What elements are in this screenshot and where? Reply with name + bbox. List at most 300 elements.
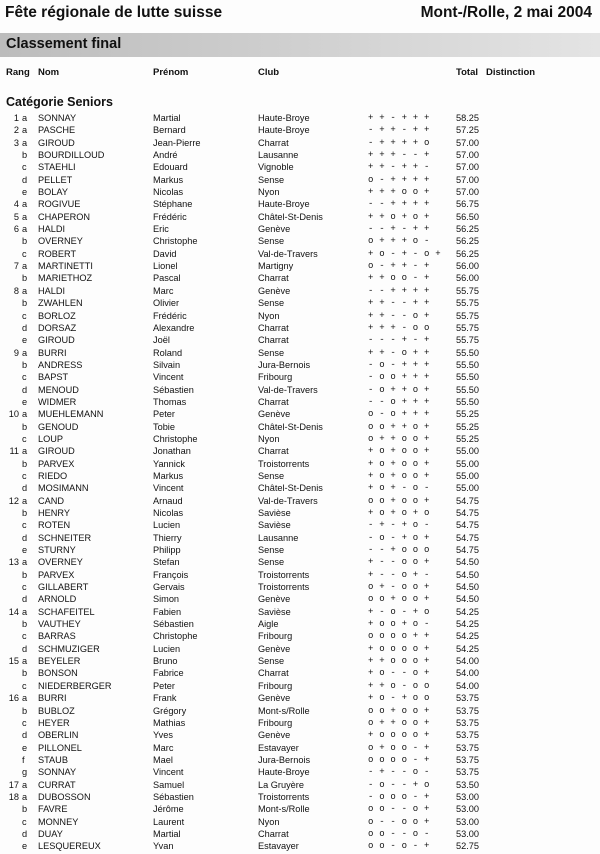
- nom-cell: ROBERT: [38, 248, 77, 259]
- marks-cell: + + + o o +: [368, 187, 430, 198]
- total-cell: 53.75: [456, 742, 479, 753]
- nom-cell: MONNEY: [38, 816, 79, 827]
- club-cell: Charrat: [258, 446, 289, 457]
- club-cell: Jura-Bernois: [258, 754, 311, 765]
- club-cell: Troistorrents: [258, 569, 310, 580]
- table-row: [0, 371, 600, 383]
- prenom-cell: Nicolas: [153, 187, 184, 198]
- letter-cell: c: [22, 248, 27, 259]
- total-cell: 54.25: [456, 606, 479, 617]
- total-cell: 55.50: [456, 396, 479, 407]
- table-row: [0, 297, 600, 309]
- table-row: [0, 717, 600, 729]
- club-cell: Nyon: [258, 187, 280, 198]
- letter-cell: b: [22, 150, 28, 161]
- total-cell: 53.75: [456, 693, 479, 704]
- marks-cell: o o - - o +: [368, 804, 430, 815]
- club-cell: Sense: [258, 557, 285, 568]
- nom-cell: PELLET: [38, 174, 73, 185]
- marks-cell: - + - - o -: [368, 767, 430, 778]
- club-cell: Charrat: [258, 137, 289, 148]
- letter-cell: b: [22, 569, 28, 580]
- letter-cell: a: [22, 557, 28, 568]
- nom-cell: BAPST: [38, 372, 69, 383]
- marks-cell: - + + - + +: [368, 125, 430, 136]
- club-cell: Val-de-Travers: [258, 495, 318, 506]
- prenom-cell: Bernard: [153, 125, 186, 136]
- marks-cell: - - + o o o: [368, 545, 430, 556]
- club-cell: Charrat: [258, 396, 289, 407]
- club-cell: Sense: [258, 470, 285, 481]
- prenom-cell: Christophe: [153, 433, 198, 444]
- prenom-cell: Yannick: [153, 458, 186, 469]
- nom-cell: HEYER: [38, 717, 70, 728]
- prenom-cell: Christophe: [153, 631, 198, 642]
- table-row: [0, 840, 600, 852]
- marks-cell: + - o - + o: [368, 606, 430, 617]
- marks-cell: o o + + o +: [368, 421, 430, 432]
- club-cell: Mont-s/Rolle: [258, 705, 310, 716]
- letter-cell: e: [22, 545, 28, 556]
- total-cell: 54.00: [456, 668, 479, 679]
- club-cell: Troistorrents: [258, 458, 310, 469]
- club-cell: Charrat: [258, 668, 289, 679]
- letter-cell: b: [22, 421, 28, 432]
- marks-cell: o + + + o -: [368, 236, 430, 247]
- nom-cell: FAVRE: [38, 804, 68, 815]
- prenom-cell: Philipp: [153, 545, 181, 556]
- total-cell: 55.75: [456, 310, 479, 321]
- total-cell: 53.00: [456, 816, 479, 827]
- club-cell: La Gruyère: [258, 779, 304, 790]
- nom-cell: STURNY: [38, 545, 76, 556]
- marks-cell: + + + - - +: [368, 150, 430, 161]
- letter-cell: c: [22, 470, 27, 481]
- prenom-cell: François: [153, 569, 189, 580]
- letter-cell: b: [22, 359, 28, 370]
- total-cell: 53.75: [456, 705, 479, 716]
- table-row: [0, 310, 600, 322]
- letter-cell: d: [22, 828, 28, 839]
- club-cell: Troistorrents: [258, 791, 310, 802]
- nom-cell: LESQUEREUX: [38, 841, 101, 852]
- marks-cell: o + - o o +: [368, 582, 430, 593]
- table-row: [0, 667, 600, 679]
- prenom-cell: Gervais: [153, 582, 185, 593]
- nom-cell: STAEHLI: [38, 162, 76, 173]
- total-cell: 55.75: [456, 285, 479, 296]
- letter-cell: a: [22, 656, 28, 667]
- letter-cell: a: [22, 779, 28, 790]
- letter-cell: a: [22, 285, 28, 296]
- club-cell: Sense: [258, 347, 285, 358]
- rank-cell: 14: [8, 606, 19, 617]
- letter-cell: a: [22, 606, 28, 617]
- table-row: [0, 630, 600, 642]
- total-cell: 56.25: [456, 248, 479, 259]
- prenom-cell: Silvain: [153, 359, 181, 370]
- prenom-cell: Olivier: [153, 298, 180, 309]
- total-cell: 54.75: [456, 532, 479, 543]
- total-cell: 55.00: [456, 458, 479, 469]
- total-cell: 57.00: [456, 162, 479, 173]
- table-row: [0, 260, 600, 272]
- total-cell: 55.25: [456, 409, 479, 420]
- total-cell: 54.50: [456, 594, 479, 605]
- club-cell: Genève: [258, 285, 291, 296]
- total-cell: 56.00: [456, 273, 479, 284]
- total-cell: 58.25: [456, 113, 479, 123]
- letter-cell: d: [22, 384, 28, 395]
- marks-cell: o o - o - +: [368, 841, 430, 852]
- marks-cell: - o o o - +: [368, 791, 430, 802]
- prenom-cell: Frédéric: [153, 211, 187, 222]
- nom-cell: BONSON: [38, 668, 78, 679]
- col-club: Club: [258, 67, 280, 78]
- total-cell: 55.00: [456, 470, 479, 481]
- nom-cell: ANDRESS: [38, 359, 83, 370]
- table-row: [0, 495, 600, 507]
- letter-cell: c: [22, 680, 27, 691]
- results-table: [0, 112, 600, 853]
- table-row: [0, 532, 600, 544]
- club-cell: Val-de-Travers: [258, 248, 318, 259]
- marks-cell: - - + + + +: [368, 199, 430, 210]
- letter-cell: d: [22, 532, 28, 543]
- total-cell: 55.25: [456, 421, 479, 432]
- club-cell: Nyon: [258, 816, 280, 827]
- prenom-cell: André: [153, 150, 178, 161]
- nom-cell: VAUTHEY: [38, 619, 81, 630]
- nom-cell: PASCHE: [38, 125, 76, 136]
- prenom-cell: Joël: [153, 335, 170, 346]
- prenom-cell: Alexandre: [153, 322, 195, 333]
- table-row: [0, 655, 600, 667]
- total-cell: 57.00: [456, 174, 479, 185]
- nom-cell: ROTEN: [38, 520, 71, 531]
- nom-cell: CHAPERON: [38, 211, 91, 222]
- total-cell: 57.00: [456, 150, 479, 161]
- nom-cell: ROGIVUE: [38, 199, 81, 210]
- nom-cell: CAND: [38, 495, 65, 506]
- table-row: [0, 124, 600, 136]
- letter-cell: d: [22, 643, 28, 654]
- club-cell: Fribourg: [258, 631, 293, 642]
- table-row: [0, 828, 600, 840]
- table-row: [0, 211, 600, 223]
- letter-cell: b: [22, 619, 28, 630]
- prenom-cell: Sébastien: [153, 384, 194, 395]
- total-cell: 53.75: [456, 730, 479, 741]
- letter-cell: a: [22, 495, 28, 506]
- total-cell: 55.50: [456, 384, 479, 395]
- marks-cell: - o - + + +: [368, 359, 430, 370]
- letter-cell: b: [22, 804, 28, 815]
- prenom-cell: Lucien: [153, 520, 181, 531]
- letter-cell: a: [22, 791, 28, 802]
- marks-cell: - - + + + +: [368, 285, 430, 296]
- club-cell: Estavayer: [258, 742, 299, 753]
- marks-cell: o + o o - +: [368, 742, 430, 753]
- nom-cell: MARTINETTI: [38, 261, 93, 272]
- prenom-cell: Fabien: [153, 606, 182, 617]
- table-row: [0, 803, 600, 815]
- club-cell: Haute-Broye: [258, 767, 310, 778]
- rank-cell: 6: [13, 224, 19, 235]
- total-cell: 56.25: [456, 236, 479, 247]
- letter-cell: a: [22, 409, 28, 420]
- table-row: [0, 359, 600, 371]
- prenom-cell: Mael: [153, 754, 173, 765]
- table-row: [0, 396, 600, 408]
- total-cell: 54.50: [456, 582, 479, 593]
- prenom-cell: Yvan: [153, 841, 174, 852]
- prenom-cell: Marc: [153, 285, 174, 296]
- nom-cell: GIROUD: [38, 335, 75, 346]
- table-row: [0, 779, 600, 791]
- nom-cell: SONNAY: [38, 113, 77, 123]
- marks-cell: + o + o + o: [368, 508, 430, 518]
- marks-cell: + + - - + +: [368, 298, 430, 309]
- marks-cell: o - + + + +: [368, 174, 430, 185]
- total-cell: 54.75: [456, 508, 479, 518]
- club-cell: Genève: [258, 409, 291, 420]
- club-cell: Aigle: [258, 619, 279, 630]
- table-row: [0, 556, 600, 568]
- nom-cell: CURRAT: [38, 779, 76, 790]
- total-cell: 56.25: [456, 224, 479, 235]
- total-cell: 54.75: [456, 545, 479, 556]
- section-title: Classement final: [6, 36, 122, 52]
- rank-cell: 16: [8, 693, 19, 704]
- rank-cell: 9: [13, 347, 19, 358]
- prenom-cell: Arnaud: [153, 495, 183, 506]
- table-row: [0, 458, 600, 470]
- table-row: [0, 137, 600, 149]
- nom-cell: BOLAY: [38, 187, 68, 198]
- prenom-cell: Yves: [153, 730, 173, 741]
- table-row: [0, 322, 600, 334]
- club-cell: Fribourg: [258, 372, 293, 383]
- rank-cell: 5: [13, 211, 19, 222]
- club-cell: Charrat: [258, 335, 289, 346]
- club-cell: Charrat: [258, 273, 289, 284]
- table-row: [0, 766, 600, 778]
- prenom-cell: Mathias: [153, 717, 186, 728]
- prenom-cell: David: [153, 248, 177, 259]
- prenom-cell: Vincent: [153, 372, 184, 383]
- letter-cell: g: [22, 767, 28, 778]
- club-cell: Genève: [258, 693, 291, 704]
- marks-cell: - + - + o -: [368, 520, 430, 531]
- col-nom: Nom: [38, 67, 60, 78]
- nom-cell: MARIETHOZ: [38, 273, 93, 284]
- nom-cell: ZWAHLEN: [38, 298, 83, 309]
- prenom-cell: Martial: [153, 828, 181, 839]
- prenom-cell: Frank: [153, 693, 177, 704]
- table-row: [0, 186, 600, 198]
- club-cell: Haute-Broye: [258, 125, 310, 136]
- col-prenom: Prénom: [153, 67, 189, 78]
- nom-cell: BURRI: [38, 347, 67, 358]
- club-cell: Charrat: [258, 322, 289, 333]
- prenom-cell: Lionel: [153, 261, 178, 272]
- marks-cell: o o o o + +: [368, 631, 430, 642]
- table-row: [0, 482, 600, 494]
- club-cell: Savièse: [258, 508, 291, 518]
- category-title: Catégorie Seniors: [6, 95, 113, 109]
- marks-cell: - + + + + o: [368, 137, 430, 148]
- nom-cell: PARVEX: [38, 569, 75, 580]
- prenom-cell: Grégory: [153, 705, 187, 716]
- letter-cell: d: [22, 322, 28, 333]
- marks-cell: - o o + + +: [368, 372, 430, 383]
- nom-cell: HALDI: [38, 285, 66, 296]
- marks-cell: - - + - + +: [368, 224, 430, 235]
- letter-cell: c: [22, 433, 27, 444]
- club-cell: Haute-Broye: [258, 113, 310, 123]
- club-cell: Lausanne: [258, 532, 299, 543]
- table-row: [0, 544, 600, 556]
- total-cell: 57.00: [456, 137, 479, 148]
- letter-cell: c: [22, 582, 27, 593]
- nom-cell: OVERNEY: [38, 557, 83, 568]
- total-cell: 55.75: [456, 322, 479, 333]
- marks-cell: + o - + - o +: [368, 248, 441, 259]
- total-cell: 56.50: [456, 211, 479, 222]
- total-cell: 56.00: [456, 261, 479, 272]
- nom-cell: OVERNEY: [38, 236, 83, 247]
- marks-cell: o o + o o +: [368, 495, 430, 506]
- marks-cell: + o + o o +: [368, 446, 430, 457]
- table-row: [0, 742, 600, 754]
- marks-cell: + + o o - +: [368, 273, 430, 284]
- total-cell: 55.00: [456, 483, 479, 494]
- marks-cell: + + o o o +: [368, 656, 430, 667]
- club-cell: Sense: [258, 545, 285, 556]
- prenom-cell: Roland: [153, 347, 183, 358]
- nom-cell: DUBOSSON: [38, 791, 91, 802]
- prenom-cell: Stéphane: [153, 199, 193, 210]
- marks-cell: o + + o o +: [368, 433, 430, 444]
- rank-cell: 2: [13, 125, 19, 136]
- marks-cell: + o + o o +: [368, 470, 430, 481]
- prenom-cell: Tobie: [153, 421, 175, 432]
- table-row: [0, 408, 600, 420]
- rank-cell: 12: [8, 495, 19, 506]
- total-cell: 52.75: [456, 841, 479, 852]
- total-cell: 54.25: [456, 619, 479, 630]
- letter-cell: a: [22, 125, 28, 136]
- marks-cell: + o - + o o: [368, 693, 430, 704]
- club-cell: Nyon: [258, 310, 280, 321]
- prenom-cell: Frédéric: [153, 310, 187, 321]
- marks-cell: o o + o o +: [368, 705, 430, 716]
- nom-cell: MUEHLEMANN: [38, 409, 104, 420]
- document-title: Fête régionale de lutte suisse: [5, 4, 223, 21]
- marks-cell: - - - + - +: [368, 335, 430, 346]
- total-cell: 54.00: [456, 680, 479, 691]
- nom-cell: GIROUD: [38, 137, 75, 148]
- nom-cell: SCHAFEITEL: [38, 606, 95, 617]
- club-cell: Savièse: [258, 606, 291, 617]
- marks-cell: - - o + + +: [368, 396, 430, 407]
- marks-cell: + + - - o +: [368, 310, 430, 321]
- total-cell: 53.75: [456, 767, 479, 778]
- marks-cell: + o o o o +: [368, 730, 430, 741]
- table-row: [0, 384, 600, 396]
- prenom-cell: Lucien: [153, 643, 181, 654]
- total-cell: 54.00: [456, 656, 479, 667]
- marks-cell: + o + o o +: [368, 458, 430, 469]
- letter-cell: b: [22, 705, 28, 716]
- letter-cell: d: [22, 730, 28, 741]
- rank-cell: 3: [13, 137, 19, 148]
- club-cell: Charrat: [258, 828, 289, 839]
- prenom-cell: Marc: [153, 742, 174, 753]
- table-row: [0, 112, 600, 124]
- club-cell: Troistorrents: [258, 582, 310, 593]
- letter-cell: c: [22, 816, 27, 827]
- nom-cell: PARVEX: [38, 458, 75, 469]
- table-row: [0, 593, 600, 605]
- rank-cell: 10: [8, 409, 19, 420]
- total-cell: 55.00: [456, 446, 479, 457]
- nom-cell: SONNAY: [38, 767, 77, 778]
- table-row: [0, 421, 600, 433]
- table-row: [0, 433, 600, 445]
- total-cell: 54.25: [456, 631, 479, 642]
- table-row: [0, 161, 600, 173]
- letter-cell: b: [22, 273, 28, 284]
- prenom-cell: Bruno: [153, 656, 178, 667]
- table-row: [0, 198, 600, 210]
- total-cell: 55.50: [456, 359, 479, 370]
- nom-cell: DUAY: [38, 828, 63, 839]
- marks-cell: o o + o o +: [368, 594, 430, 605]
- table-row: [0, 791, 600, 803]
- marks-cell: + + o - o o: [368, 680, 430, 691]
- club-cell: Haute-Broye: [258, 199, 310, 210]
- letter-cell: a: [22, 224, 28, 235]
- rank-cell: 11: [9, 446, 19, 457]
- prenom-cell: Stefan: [153, 557, 180, 568]
- prenom-cell: Thierry: [153, 532, 182, 543]
- table-row: [0, 272, 600, 284]
- nom-cell: MENOUD: [38, 384, 79, 395]
- letter-cell: c: [22, 717, 27, 728]
- letter-cell: c: [22, 310, 27, 321]
- club-cell: Mont-s/Rolle: [258, 804, 310, 815]
- section-band: [0, 33, 600, 57]
- prenom-cell: Fabrice: [153, 668, 184, 679]
- total-cell: 53.50: [456, 779, 479, 790]
- total-cell: 54.75: [456, 495, 479, 506]
- table-row: [0, 174, 600, 186]
- marks-cell: - o - - + o: [368, 779, 430, 790]
- table-row: [0, 285, 600, 297]
- total-cell: 53.00: [456, 791, 479, 802]
- letter-cell: c: [22, 372, 27, 383]
- letter-cell: a: [22, 113, 28, 123]
- letter-cell: b: [22, 508, 28, 518]
- prenom-cell: Markus: [153, 470, 184, 481]
- nom-cell: GENOUD: [38, 421, 79, 432]
- rank-cell: 8: [13, 285, 19, 296]
- letter-cell: d: [22, 594, 28, 605]
- prenom-cell: Laurent: [153, 816, 185, 827]
- table-row: [0, 235, 600, 247]
